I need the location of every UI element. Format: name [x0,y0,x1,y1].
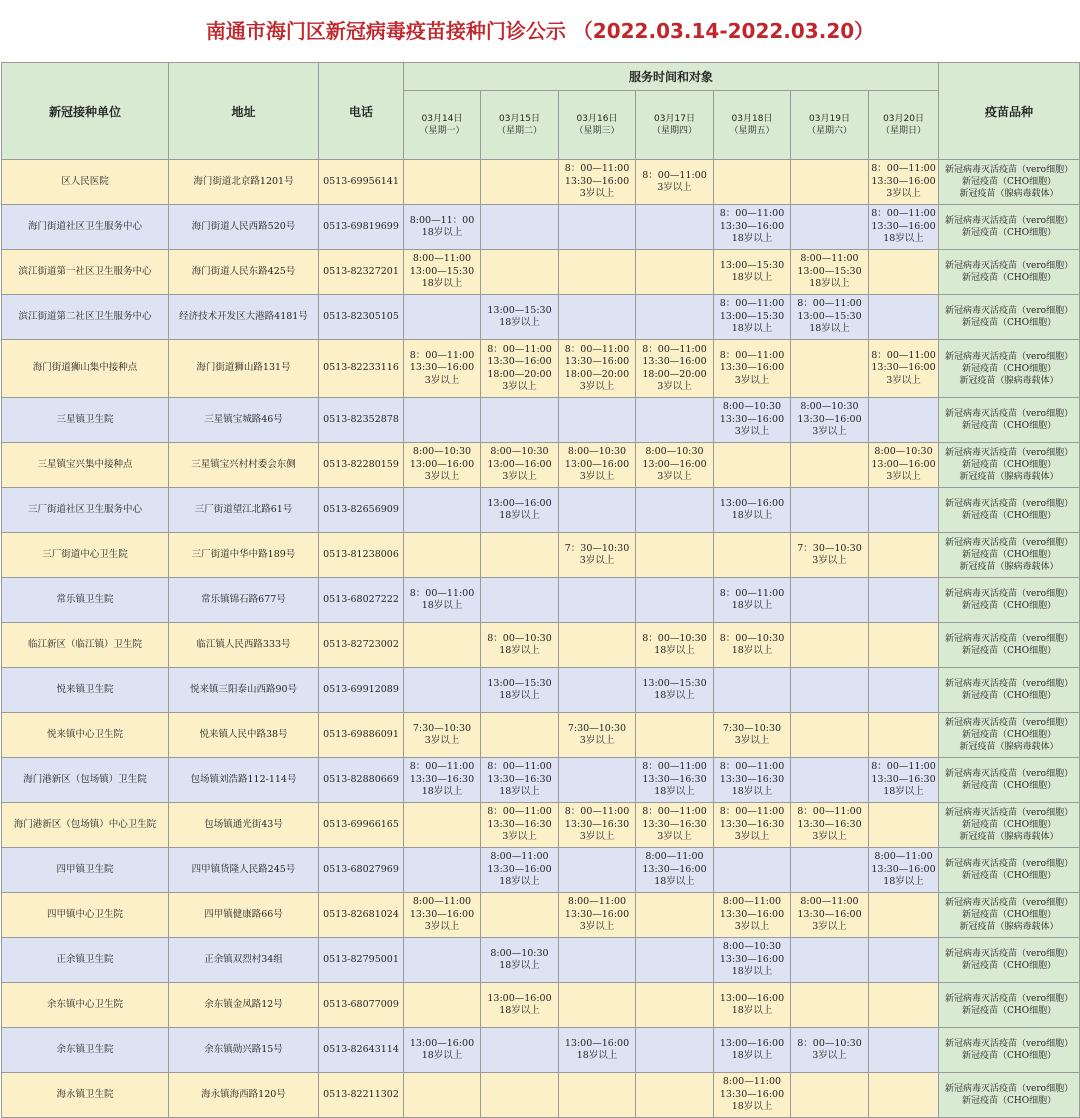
schedule-cell [714,668,791,713]
schedule-cell [636,488,714,533]
schedule-cell [404,938,481,983]
unit-name-cell: 四甲镇卫生院 [2,848,169,893]
schedule-cell [636,205,714,250]
vaccine-cell: 新冠病毒灭活疫苗（vero细胞） 新冠疫苗（CHO细胞） [939,1073,1080,1118]
schedule-cell [869,1028,939,1073]
schedule-cell [791,160,869,205]
address-cell: 临江镇人民西路333号 [169,623,319,668]
schedule-cell: 8:00—11:00 13:30—16:00 3岁以上 [714,893,791,938]
unit-name-cell: 三厂街道社区卫生服务中心 [2,488,169,533]
schedule-cell: 8：00—11:00 13:30—16:30 3岁以上 [481,803,559,848]
schedule-cell: 13:00—15:30 18岁以上 [481,668,559,713]
schedule-cell [481,398,559,443]
schedule-cell [559,848,636,893]
phone-cell: 0513-69956141 [319,160,404,205]
schedule-cell: 8：00—10:30 3岁以上 [791,1028,869,1073]
address-cell: 海门街道北京路1201号 [169,160,319,205]
vaccine-cell: 新冠病毒灭活疫苗（vero细胞） 新冠疫苗（CHO细胞） [939,848,1080,893]
schedule-cell [559,578,636,623]
schedule-cell: 13:00—16:00 18岁以上 [481,983,559,1028]
schedule-cell [869,250,939,295]
schedule-cell [636,578,714,623]
schedule-cell: 8：00—11:00 13:30—16:00 18:00—20:00 3岁以上 [636,340,714,398]
address-cell: 三星镇宝兴村村委会东侧 [169,443,319,488]
schedule-cell [869,983,939,1028]
schedule-cell [404,160,481,205]
schedule-cell [636,713,714,758]
address-cell: 三厂街道中华中路189号 [169,533,319,578]
unit-name-cell: 海门港新区（包场镇）卫生院 [2,758,169,803]
phone-cell: 0513-82880669 [319,758,404,803]
schedule-cell [559,250,636,295]
schedule-cell: 8：00—11:00 13:30—16:30 18岁以上 [404,758,481,803]
schedule-cell: 8：00—11:00 13:30—16:30 3岁以上 [559,803,636,848]
address-cell: 海门街道狮山路131号 [169,340,319,398]
vaccine-cell: 新冠病毒灭活疫苗（vero细胞） 新冠疫苗（CHO细胞） [939,623,1080,668]
phone-cell: 0513-68077009 [319,983,404,1028]
address-cell: 常乐镇锦石路677号 [169,578,319,623]
unit-name-cell: 区人民医院 [2,160,169,205]
header-day: 03月16日 （星期三） [559,91,636,160]
phone-cell: 0513-82656909 [319,488,404,533]
table-row [2,893,1080,938]
schedule-cell [869,488,939,533]
unit-name-cell: 余东镇卫生院 [2,1028,169,1073]
schedule-cell: 8：00—11:00 13:30—16:00 3岁以上 [404,340,481,398]
schedule-cell [714,848,791,893]
schedule-cell [481,205,559,250]
schedule-cell: 13:00—15:30 18岁以上 [481,295,559,340]
schedule-cell [791,205,869,250]
schedule-cell [869,938,939,983]
address-cell: 三星镇宝城路46号 [169,398,319,443]
header-day: 03月18日 （星期五） [714,91,791,160]
schedule-cell [791,1073,869,1118]
schedule-cell: 8：00—11:00 13:30—16:00 18岁以上 [869,205,939,250]
address-cell: 三厂街道望江北路61号 [169,488,319,533]
schedule-cell: 8：00—11:00 13:30—16:30 18岁以上 [481,758,559,803]
schedule-cell: 13:00—16:00 18岁以上 [559,1028,636,1073]
schedule-cell: 13:00—16:00 18岁以上 [714,983,791,1028]
address-cell: 悦来镇人民中路38号 [169,713,319,758]
schedule-cell: 8:00—11:00 13:30—16:00 18岁以上 [714,1073,791,1118]
schedule-cell [559,758,636,803]
schedule-cell [404,803,481,848]
phone-cell: 0513-69912089 [319,668,404,713]
table-row [2,1028,1080,1073]
schedule-cell: 8：00—11:00 13:30—16:00 18:00—20:00 3岁以上 [481,340,559,398]
schedule-cell: 8：00—11:00 13:30—16:30 3岁以上 [791,803,869,848]
header-vaccine: 疫苗品种 [939,63,1080,160]
phone-cell: 0513-81238006 [319,533,404,578]
phone-cell: 0513-82723002 [319,623,404,668]
schedule-cell [636,295,714,340]
table-row [2,488,1080,533]
schedule-cell [791,623,869,668]
schedule-cell [404,398,481,443]
schedule-cell: 8：00—11:00 13:00—15:30 18岁以上 [714,295,791,340]
table-header [2,63,1080,160]
schedule-cell: 8:00—10:30 13:00—16:00 3岁以上 [559,443,636,488]
table-row [2,983,1080,1028]
phone-cell: 0513-82795001 [319,938,404,983]
schedule-cell [636,533,714,578]
schedule-cell: 8:00—10:30 13:00—16:00 3岁以上 [636,443,714,488]
schedule-cell: 7：30—10:30 3岁以上 [791,533,869,578]
vaccine-cell: 新冠病毒灭活疫苗（vero细胞） 新冠疫苗（CHO细胞） [939,398,1080,443]
vaccine-cell: 新冠病毒灭活疫苗（vero细胞） 新冠疫苗（CHO细胞） [939,295,1080,340]
address-cell: 四甲镇货隆人民路245号 [169,848,319,893]
phone-cell: 0513-82233116 [319,340,404,398]
vaccine-cell: 新冠病毒灭活疫苗（vero细胞） 新冠疫苗（CHO细胞） 新冠疫苗（腺病毒载体） [939,340,1080,398]
page-title: 南通市海门区新冠病毒疫苗接种门诊公示 （2022.03.14-2022.03.20） [205,19,875,43]
schedule-cell: 8：00—11:00 13:30—16:30 18岁以上 [869,758,939,803]
unit-name-cell: 三星镇卫生院 [2,398,169,443]
schedule-cell: 8：00—11:00 13:30—16:00 3岁以上 [714,340,791,398]
schedule-cell: 8：00—11:00 18岁以上 [404,578,481,623]
table-row [2,623,1080,668]
schedule-cell [636,250,714,295]
schedule-cell: 8：00—11:00 13:30—16:00 3岁以上 [869,160,939,205]
schedule-cell: 8：00—11:00 13:30—16:00 3岁以上 [559,160,636,205]
schedule-cell [636,1073,714,1118]
table-row [2,340,1080,398]
schedule-cell [791,340,869,398]
schedule-cell: 13:00—16:00 18岁以上 [481,488,559,533]
unit-name-cell: 三星镇宝兴集中接种点 [2,443,169,488]
schedule-cell: 8:00—11:00 13:00—15:30 18岁以上 [404,250,481,295]
schedule-cell: 8:00—10:30 13:00—16:00 3岁以上 [481,443,559,488]
vaccine-cell: 新冠病毒灭活疫苗（vero细胞） 新冠疫苗（CHO细胞） 新冠疫苗（腺病毒载体） [939,533,1080,578]
address-cell: 海永镇海西路120号 [169,1073,319,1118]
table-row [2,1073,1080,1118]
schedule-cell [869,398,939,443]
schedule-cell [869,893,939,938]
header-service: 服务时间和对象 [404,63,939,91]
schedule-cell [559,983,636,1028]
schedule-cell: 8：00—11:00 18岁以上 [714,578,791,623]
schedule-cell: 13:00—15:30 18岁以上 [636,668,714,713]
phone-cell: 0513-69819699 [319,205,404,250]
vaccine-cell: 新冠病毒灭活疫苗（vero细胞） 新冠疫苗（CHO细胞） 新冠疫苗（腺病毒载体） [939,443,1080,488]
schedule-cell [404,668,481,713]
unit-name-cell: 三厂街道中心卫生院 [2,533,169,578]
table-row [2,713,1080,758]
schedule-cell: 8:00—11:00 13:30—16:00 3岁以上 [404,893,481,938]
phone-cell: 0513-82681024 [319,893,404,938]
header-address: 地址 [169,63,319,160]
schedule-cell [481,713,559,758]
schedule-cell [636,893,714,938]
schedule-cell [791,983,869,1028]
schedule-cell [559,938,636,983]
schedule-cell [481,578,559,623]
table-row [2,758,1080,803]
header-day: 03月15日 （星期二） [481,91,559,160]
schedule-cell [791,578,869,623]
schedule-cell: 8:00—10:30 18岁以上 [481,938,559,983]
unit-name-cell: 四甲镇中心卫生院 [2,893,169,938]
schedule-cell [481,1028,559,1073]
schedule-cell [559,205,636,250]
address-cell: 海门街道人民东路425号 [169,250,319,295]
address-cell: 正余镇双烈村34组 [169,938,319,983]
address-cell: 悦来镇三阳泰山西路90号 [169,668,319,713]
schedule-cell [791,938,869,983]
vaccine-cell: 新冠病毒灭活疫苗（vero细胞） 新冠疫苗（CHO细胞） 新冠疫苗（腺病毒载体） [939,893,1080,938]
table-row [2,443,1080,488]
schedule-cell [559,623,636,668]
schedule-cell [404,488,481,533]
unit-name-cell: 滨江街道第二社区卫生服务中心 [2,295,169,340]
header-day: 03月20日 （星期日） [869,91,939,160]
schedule-cell: 8：00—11:00 13:30—16:30 18岁以上 [714,758,791,803]
schedule-cell: 13:00—16:00 18岁以上 [714,1028,791,1073]
schedule-cell [714,443,791,488]
schedule-cell [404,1073,481,1118]
table-row [2,578,1080,623]
schedule-cell: 7：30—10:30 3岁以上 [559,533,636,578]
vaccine-cell: 新冠病毒灭活疫苗（vero细胞） 新冠疫苗（CHO细胞） [939,983,1080,1028]
phone-cell: 0513-68027222 [319,578,404,623]
table-body [2,160,1080,1118]
schedule-cell: 8：00—10:30 18岁以上 [636,623,714,668]
unit-name-cell: 海永镇卫生院 [2,1073,169,1118]
schedule-cell [404,295,481,340]
schedule-cell: 13:00—16:00 18岁以上 [404,1028,481,1073]
table-row [2,398,1080,443]
schedule-cell: 8:00—11:00 13:30—16:00 18岁以上 [869,848,939,893]
schedule-cell [714,160,791,205]
unit-name-cell: 常乐镇卫生院 [2,578,169,623]
vaccine-cell: 新冠病毒灭活疫苗（vero细胞） 新冠疫苗（CHO细胞） [939,578,1080,623]
schedule-cell [791,668,869,713]
schedule-cell: 7:30—10:30 3岁以上 [559,713,636,758]
schedule-cell: 8:00—10:30 13:30—16:00 3岁以上 [714,398,791,443]
table-row [2,803,1080,848]
schedule-cell [481,893,559,938]
schedule-table [1,62,1080,1118]
schedule-cell [404,533,481,578]
phone-cell: 0513-69886091 [319,713,404,758]
schedule-cell [559,668,636,713]
schedule-cell: 8:00—10:30 13:00—16:00 3岁以上 [869,443,939,488]
schedule-cell [869,533,939,578]
schedule-cell: 8:00—11:00 13:30—16:00 3岁以上 [559,893,636,938]
unit-name-cell: 海门街道狮山集中接种点 [2,340,169,398]
schedule-cell: 8:00—10:30 13:30—16:00 18岁以上 [714,938,791,983]
vaccine-cell: 新冠病毒灭活疫苗（vero细胞） 新冠疫苗（CHO细胞） [939,488,1080,533]
address-cell: 余东镇金凤路12号 [169,983,319,1028]
vaccine-cell: 新冠病毒灭活疫苗（vero细胞） 新冠疫苗（CHO细胞） [939,938,1080,983]
schedule-cell [791,713,869,758]
address-cell: 经济技术开发区大港路4181号 [169,295,319,340]
unit-name-cell: 滨江街道第一社区卫生服务中心 [2,250,169,295]
unit-name-cell: 海门港新区（包场镇）中心卫生院 [2,803,169,848]
schedule-cell [869,623,939,668]
schedule-cell [869,295,939,340]
vaccine-cell: 新冠病毒灭活疫苗（vero细胞） 新冠疫苗（CHO细胞） [939,668,1080,713]
schedule-cell [404,848,481,893]
vaccine-cell: 新冠病毒灭活疫苗（vero细胞） 新冠疫苗（CHO细胞） 新冠疫苗（腺病毒载体） [939,160,1080,205]
phone-cell: 0513-82305105 [319,295,404,340]
schedule-cell: 8：00—11:00 13:30—16:00 18:00—20:00 3岁以上 [559,340,636,398]
schedule-cell: 8：00—11:00 3岁以上 [636,160,714,205]
table-row [2,160,1080,205]
header-day: 03月19日 （星期六） [791,91,869,160]
schedule-cell [481,160,559,205]
schedule-cell: 8：00—11:00 13:30—16:00 3岁以上 [869,340,939,398]
unit-name-cell: 正余镇卫生院 [2,938,169,983]
vaccine-cell: 新冠病毒灭活疫苗（vero细胞） 新冠疫苗（CHO细胞） [939,1028,1080,1073]
vaccine-cell: 新冠病毒灭活疫苗（vero细胞） 新冠疫苗（CHO细胞） [939,758,1080,803]
schedule-cell [791,848,869,893]
schedule-cell: 8:00—11：00 18岁以上 [404,205,481,250]
schedule-cell: 8:00—11:00 13:30—16:00 18岁以上 [481,848,559,893]
unit-name-cell: 海门街道社区卫生服务中心 [2,205,169,250]
schedule-cell [404,623,481,668]
phone-cell: 0513-82352878 [319,398,404,443]
schedule-cell [481,533,559,578]
schedule-cell [636,1028,714,1073]
schedule-cell [636,398,714,443]
schedule-cell: 8:00—10:30 13:00—16:00 3岁以上 [404,443,481,488]
schedule-cell: 8:00—11:00 13:30—16:00 18岁以上 [636,848,714,893]
table-row [2,250,1080,295]
header-day: 03月14日 （星期一） [404,91,481,160]
vaccine-cell: 新冠病毒灭活疫苗（vero细胞） 新冠疫苗（CHO细胞） 新冠疫苗（腺病毒载体） [939,803,1080,848]
phone-cell: 0513-82280159 [319,443,404,488]
schedule-cell: 7:30—10:30 3岁以上 [404,713,481,758]
schedule-cell [636,983,714,1028]
schedule-cell [636,938,714,983]
schedule-cell [481,250,559,295]
schedule-cell [714,533,791,578]
header-unit: 新冠接种单位 [2,63,169,160]
unit-name-cell: 余东镇中心卫生院 [2,983,169,1028]
table-row [2,205,1080,250]
schedule-cell: 13:00—15:30 18岁以上 [714,250,791,295]
schedule-cell: 7:30—10:30 3岁以上 [714,713,791,758]
schedule-cell: 13:00—16:00 18岁以上 [714,488,791,533]
schedule-cell: 8：00—11:00 13:30—16:00 18岁以上 [714,205,791,250]
vaccine-cell: 新冠病毒灭活疫苗（vero细胞） 新冠疫苗（CHO细胞） [939,205,1080,250]
phone-cell: 0513-68027969 [319,848,404,893]
schedule-cell: 8：00—11:00 13:30—16:30 3岁以上 [714,803,791,848]
table-row [2,533,1080,578]
schedule-cell: 8：00—10:30 18岁以上 [714,623,791,668]
address-cell: 包场镇刘浩路112-114号 [169,758,319,803]
schedule-cell [791,443,869,488]
schedule-cell: 8：00—11:00 13:30—16:30 18岁以上 [636,758,714,803]
schedule-cell [869,1073,939,1118]
table-row [2,848,1080,893]
address-cell: 余东镇勋兴路15号 [169,1028,319,1073]
schedule-cell: 8：00—11:00 13:30—16:30 3岁以上 [636,803,714,848]
schedule-cell [559,295,636,340]
vaccine-cell: 新冠病毒灭活疫苗（vero细胞） 新冠疫苗（CHO细胞） [939,250,1080,295]
schedule-cell [404,983,481,1028]
schedule-cell [481,1073,559,1118]
schedule-cell: 8:00—11:00 13:30—16:00 3岁以上 [791,893,869,938]
address-cell: 海门街道人民西路520号 [169,205,319,250]
phone-cell: 0513-82327201 [319,250,404,295]
schedule-cell [869,668,939,713]
schedule-cell: 8:00—10:30 13:30—16:00 3岁以上 [791,398,869,443]
table-row [2,938,1080,983]
unit-name-cell: 悦来镇中心卫生院 [2,713,169,758]
phone-cell: 0513-69966165 [319,803,404,848]
schedule-cell [869,578,939,623]
vaccine-cell: 新冠病毒灭活疫苗（vero细胞） 新冠疫苗（CHO细胞） 新冠疫苗（腺病毒载体） [939,713,1080,758]
schedule-cell [791,488,869,533]
header-phone: 电话 [319,63,404,160]
schedule-cell [869,713,939,758]
address-cell: 四甲镇健康路66号 [169,893,319,938]
table-row [2,668,1080,713]
schedule-cell: 8：00—10:30 18岁以上 [481,623,559,668]
phone-cell: 0513-82643114 [319,1028,404,1073]
schedule-cell [869,803,939,848]
schedule-cell [559,488,636,533]
unit-name-cell: 临江新区（临江镇）卫生院 [2,623,169,668]
schedule-cell [559,398,636,443]
schedule-cell: 8:00—11:00 13:00—15:30 18岁以上 [791,250,869,295]
phone-cell: 0513-82211302 [319,1073,404,1118]
schedule-cell [559,1073,636,1118]
header-day: 03月17日 （星期四） [636,91,714,160]
schedule-cell [791,758,869,803]
address-cell: 包场镇通光街43号 [169,803,319,848]
schedule-cell: 8：00—11:00 13:00—15:30 18岁以上 [791,295,869,340]
table-row [2,295,1080,340]
unit-name-cell: 悦来镇卫生院 [2,668,169,713]
